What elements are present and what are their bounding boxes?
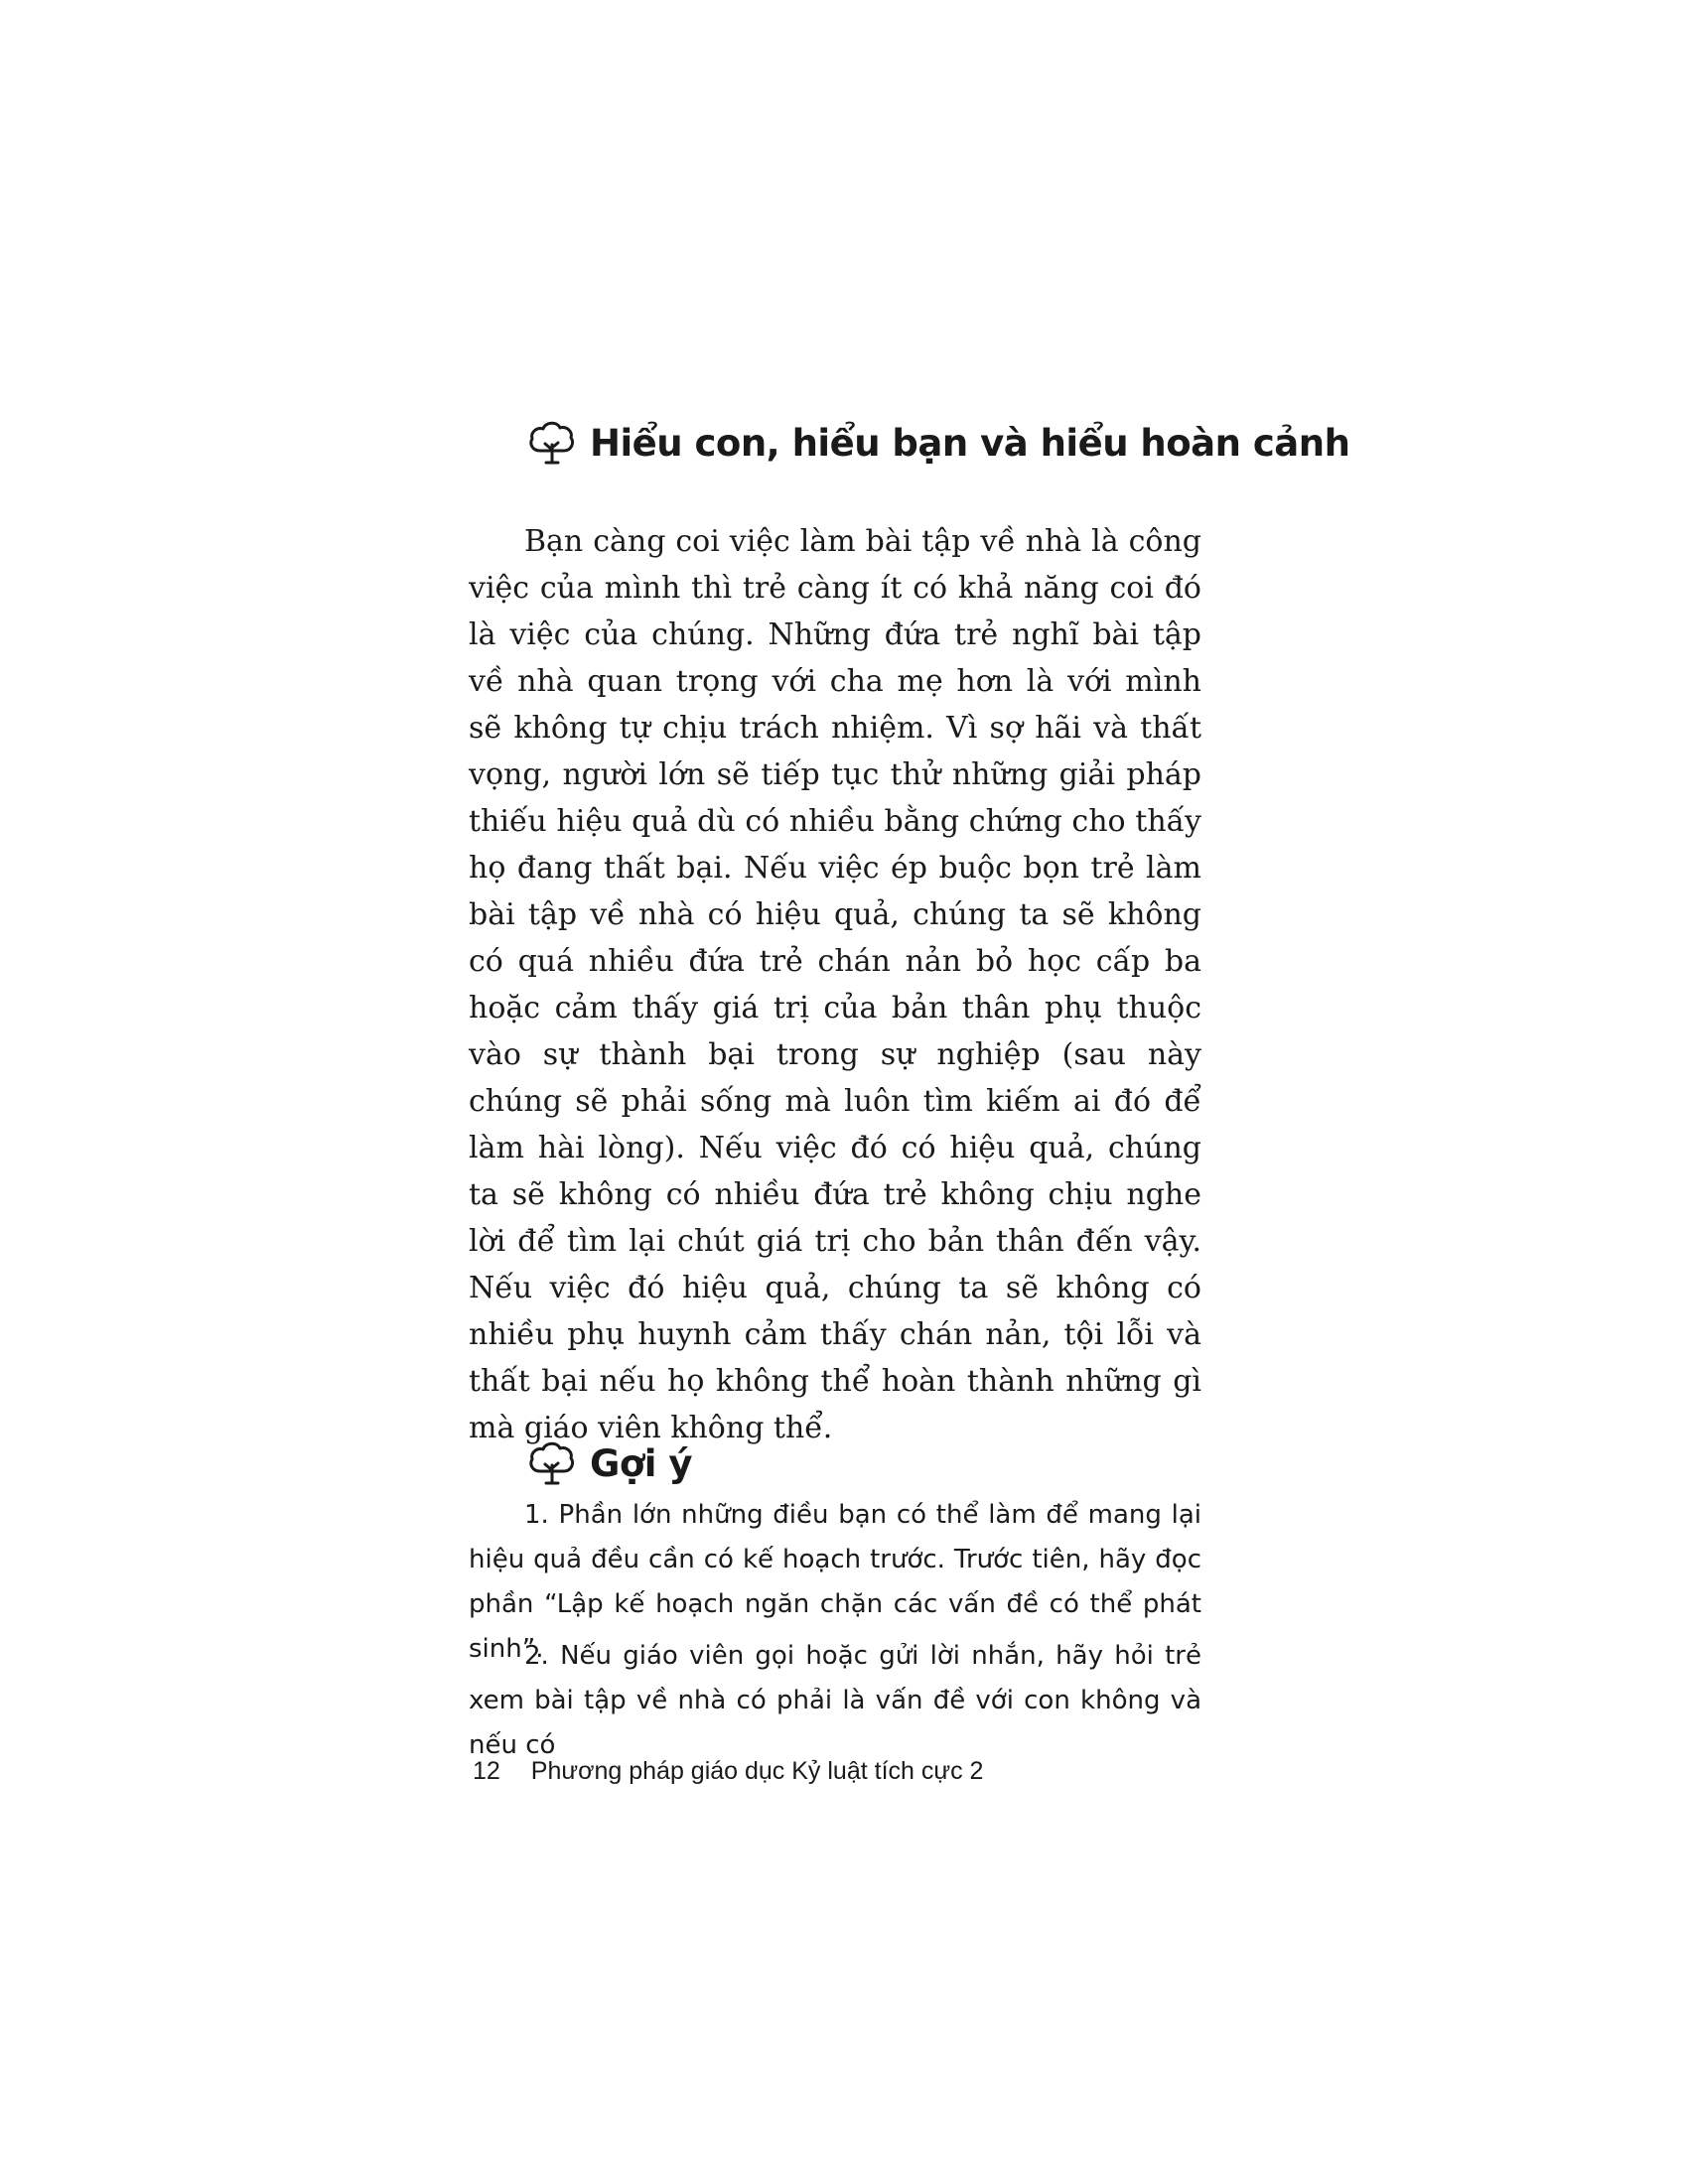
section-heading-understanding — [526, 417, 1349, 469]
section-heading-tips — [526, 1437, 692, 1489]
running-title: Phương pháp giáo dục Kỷ luật tích cực 2 — [530, 1757, 984, 1785]
tip-item-1: 1. Phần lớn những điều bạn có thể làm để mang lại hiệu quả đều cần có kế hoạch trước. Trước tiên, hãy đọc phần “Lập kế hoạch ngăn chặn các vấn đề có thể phát sinh”. — [469, 1500, 1201, 1664]
section-paragraph: Bạn càng coi việc làm bài tập về nhà là công việc của mình thì trẻ càng ít có khả năng coi đó là việc của chúng. Những đứa trẻ nghĩ bài tập về nhà quan trọng với cha mẹ hơn là với mình sẽ không tự chịu trách nhiệm. Vì sợ hãi và thất vọng, người lớn sẽ tiếp tục thử những giải pháp thiếu hiệu quả dù có nhiều bằng chứng cho thấy họ đang thất bại. Nếu việc ép buộc bọn trẻ làm bài tập về nhà có hiệu quả, chúng ta sẽ không có quá nhiều đứa trẻ chán nản bỏ học cấp ba hoặc cảm thấy giá trị của bản thân phụ thuộc vào sự thành bại trong sự nghiệp (sau này chúng sẽ phải sống mà luôn tìm kiếm ai đó để làm hài lòng). Nếu việc đó có hiệu quả, chúng ta sẽ không có nhiều đứa trẻ không chịu nghe lời để tìm lại chút giá trị cho bản thân đến vậy. Nếu việc đó hiệu quả, chúng ta sẽ không có nhiều phụ huynh cảm thấy chán nản, tội lỗi và thất bại nếu họ không thể hoàn thành những gì mà giáo viên không thể. — [469, 524, 1201, 1445]
tree-icon — [526, 1437, 578, 1489]
section-title: Gợi ý — [590, 1441, 692, 1485]
tip-item-2: 2. Nếu giáo viên gọi hoặc gửi lời nhắn, hãy hỏi trẻ xem bài tập về nhà có phải là vấn đề với con không và nếu có — [469, 1641, 1201, 1760]
section-title: Hiểu con, hiểu bạn và hiểu hoàn cảnh — [590, 421, 1350, 465]
tree-icon — [526, 417, 578, 469]
page-footer — [473, 1757, 983, 1786]
page-number: 12 — [473, 1757, 500, 1785]
